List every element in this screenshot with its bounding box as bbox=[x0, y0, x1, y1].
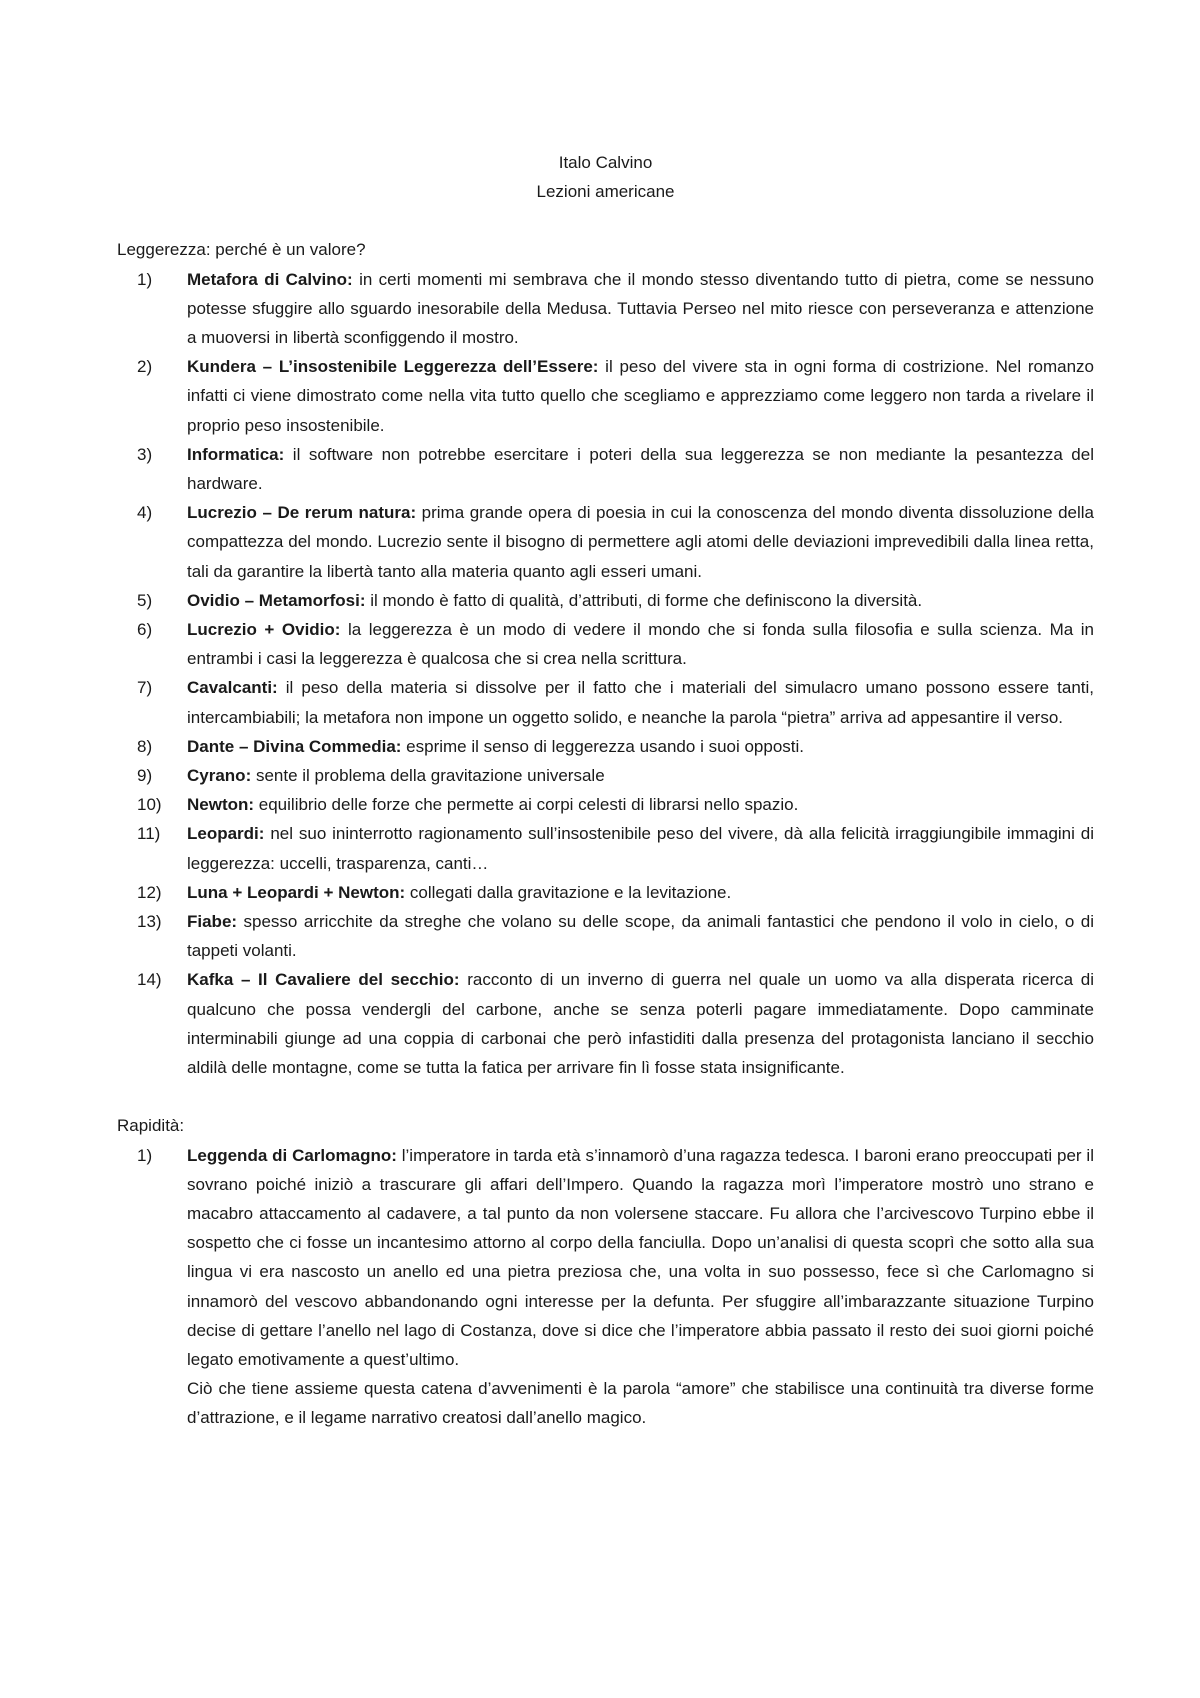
list-item bbox=[117, 907, 1094, 965]
item-number: 6) bbox=[137, 620, 153, 640]
item-text: racconto di un inverno di guerra nel quale un uomo va alla disperata ricerca di qualcuno che possa vendergli del carbone, anche se senza poterli pagare immediatamente. Dopo camminate interminabili giunge ad una coppia di carbonai che però infastiditi dalla presenza del protagonista lanciano il secchio aldilà delle montagne, come se tutta la fatica per arrivare fin lì fosse stata insignificante. bbox=[187, 970, 1094, 1078]
list-item bbox=[117, 1141, 1094, 1375]
item-number: 5) bbox=[137, 590, 153, 610]
item-text: il software non potrebbe esercitare i poteri della sua leggerezza se non mediante la pesantezza del hardware. bbox=[187, 444, 1094, 494]
item-term: Newton: bbox=[187, 795, 255, 815]
item-number: 9) bbox=[137, 766, 153, 786]
list-item bbox=[117, 673, 1094, 731]
spacer bbox=[117, 206, 1094, 235]
item-number: 4) bbox=[137, 503, 153, 523]
item-number: 13) bbox=[137, 912, 162, 932]
section-title-leggerezza: Leggerezza: perché è un valore? bbox=[117, 240, 366, 260]
list-item bbox=[117, 440, 1094, 498]
list-item bbox=[117, 732, 1094, 761]
item-text: la leggerezza è un modo di vedere il mondo che si fonda sulla filosofia e sulla scienza. Ma in entrambi i casi la leggerezza è qualcosa che si crea nella scrittura. bbox=[187, 620, 1094, 669]
item-text: equilibrio delle forze che permette ai corpi celesti di librarsi nello spazio. bbox=[254, 795, 799, 815]
item-term: Lucrezio + Ovidio: bbox=[187, 620, 341, 640]
item-number: 12) bbox=[137, 882, 162, 902]
item-number: 2) bbox=[137, 357, 153, 377]
item-number: 1) bbox=[137, 1145, 153, 1165]
item-number: 11) bbox=[137, 824, 161, 844]
item-term: Dante – Divina Commedia: bbox=[187, 736, 402, 756]
item-term: Leopardi: bbox=[187, 824, 265, 844]
item-term: Cyrano: bbox=[187, 766, 252, 786]
section-note: Ciò che tiene assieme questa catena d’avvenimenti è la parola “amore” che stabilisce una continuità tra diverse forme d’attrazione, e il legame narrativo creatosi dall’anello magico. bbox=[187, 1379, 1094, 1428]
list-leggerezza bbox=[117, 265, 1094, 1083]
list-item bbox=[117, 965, 1094, 1082]
item-text: collegati dalla gravitazione e la levitazione. bbox=[405, 882, 732, 902]
item-number: 10) bbox=[137, 795, 162, 815]
item-text: il mondo è fatto di qualità, d’attributi, di forme che definiscono la diversità. bbox=[365, 590, 923, 610]
list-item bbox=[117, 761, 1094, 790]
item-number: 8) bbox=[137, 736, 153, 756]
document-page bbox=[117, 148, 1094, 1433]
list-item bbox=[117, 586, 1094, 615]
spacer bbox=[117, 1082, 1094, 1111]
section-title-rapidita: Rapidità: bbox=[117, 1116, 185, 1136]
item-text: sente il problema della gravitazione universale bbox=[251, 766, 605, 786]
list-item bbox=[117, 498, 1094, 586]
list-item bbox=[117, 615, 1094, 673]
item-number: 1) bbox=[137, 269, 153, 289]
item-term: Ovidio – Metamorfosi: bbox=[187, 590, 366, 610]
item-term: Leggenda di Carlomagno: bbox=[187, 1145, 397, 1165]
list-item bbox=[117, 819, 1094, 877]
item-term: Kundera – L’insostenibile Leggerezza dell’Essere: bbox=[187, 357, 599, 377]
item-text: l’imperatore in tarda età s’innamorò d’una ragazza tedesca. I baroni erano preoccupati per il sovrano poiché iniziò a trascurare gli affari dell’Impero. Quando la ragazza morì l’imperatore mostrò uno strano e macabro attaccamento al cadavere, a tal punto da non volersene staccare. Fu allora che l’arcivescovo Turpino ebbe il sospetto che ci fosse un incantesimo attorno al corpo della fanciulla. Dopo un’analisi di questa scoprì che sotto alla sua lingua vi era nascosto un anello ed una pietra preziosa che, una volta in suo possesso, fece sì che Carlomagno si innamorò del vescovo abbandonando ogni interesse per la defunta. Per sfuggire all’imbarazzante situazione Turpino decise di gettare l’anello nel lago di Costanza, dove si dice che l’imperatore abbia passato il resto dei suoi giorni poiché legato emotivamente a quest’ultimo. bbox=[187, 1145, 1094, 1369]
item-term: Fiabe: bbox=[187, 912, 238, 932]
item-text: spesso arricchite da streghe che volano su delle scope, da animali fantastici che pendono il volo in cielo, o di tappeti volanti. bbox=[187, 912, 1094, 961]
list-rapidita bbox=[117, 1141, 1094, 1375]
item-text: nel suo ininterrotto ragionamento sull’insostenibile peso del vivere, dà alla felicità irraggiungibile immagini di leggerezza: uccelli, trasparenza, canti… bbox=[187, 824, 1094, 873]
list-item bbox=[117, 352, 1094, 440]
list-item bbox=[117, 878, 1094, 907]
list-item bbox=[117, 265, 1094, 353]
item-number: 14) bbox=[137, 970, 162, 990]
item-term: Cavalcanti: bbox=[187, 678, 278, 698]
item-term: Luna + Leopardi + Newton: bbox=[187, 882, 406, 902]
item-term: Metafora di Calvino: bbox=[187, 269, 353, 289]
item-term: Informatica: bbox=[187, 444, 285, 464]
item-term: Kafka – Il Cavaliere del secchio: bbox=[187, 970, 460, 990]
item-text: prima grande opera di poesia in cui la conoscenza del mondo diventa dissoluzione della compattezza del mondo. Lucrezio sente il bisogno di permettere agli atomi delle deviazioni imprevedibili dalla linea retta, tali da garantire la libertà tanto alla materia quanto agli esseri umani. bbox=[187, 503, 1094, 581]
item-number: 3) bbox=[137, 444, 153, 464]
item-text: il peso del vivere sta in ogni forma di costrizione. Nel romanzo infatti ci viene dimostrato come nella vita tutto quello che scegliamo e apprezziamo come leggero non tarda a rivelare il proprio peso insostenibile. bbox=[187, 357, 1094, 435]
item-text: in certi momenti mi sembrava che il mondo stesso diventando tutto di pietra, come se nessuno potesse sfuggire allo sguardo inesorabile della Medusa. Tuttavia Perseo nel mito riesce con perseveranza e attenzione a muoversi in libertà sconfiggendo il mostro. bbox=[187, 269, 1094, 348]
item-number: 7) bbox=[137, 678, 153, 698]
item-term: Lucrezio – De rerum natura: bbox=[187, 503, 417, 523]
document-title: Lezioni americane bbox=[536, 182, 675, 202]
item-text: esprime il senso di leggerezza usando i suoi opposti. bbox=[401, 736, 805, 756]
document-author: Italo Calvino bbox=[558, 153, 653, 172]
item-text: il peso della materia si dissolve per il fatto che i materiali del simulacro umano possono essere tanti, intercambiabili; la metafora non impone un oggetto solido, e neanche la parola “pietra” arriva ad appesantire il verso. bbox=[187, 678, 1094, 727]
list-item bbox=[117, 790, 1094, 819]
